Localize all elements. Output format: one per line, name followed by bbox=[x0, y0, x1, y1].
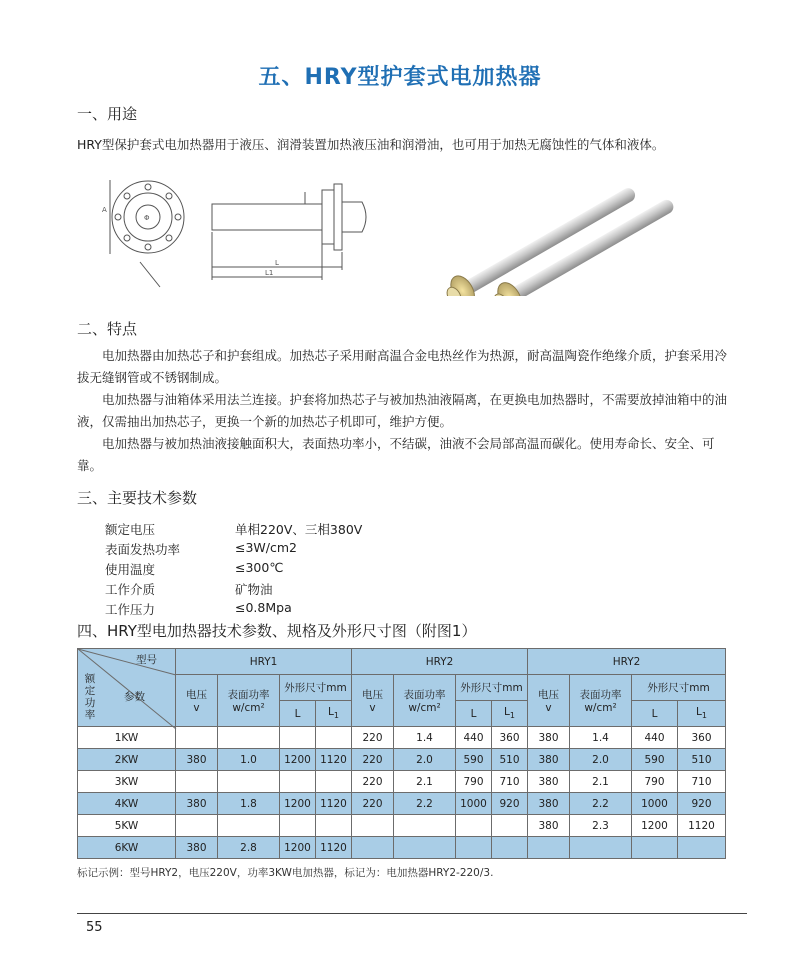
table-cell: 920 bbox=[492, 793, 528, 815]
spec-row bbox=[105, 540, 362, 560]
table-cell bbox=[176, 727, 218, 749]
header-L1-label: L bbox=[328, 706, 334, 719]
table-cell: 2.1 bbox=[394, 771, 456, 793]
corner-label-param: 参数 bbox=[124, 691, 145, 703]
features-paragraph-3: 电加热器与被加热油液接触面积大，表面热功率小，不结碳，油液不会局部高温而碳化。使用寿命长、安全、可靠。 bbox=[77, 436, 715, 473]
spec-key: 工作压力 bbox=[105, 602, 156, 617]
table-cell bbox=[316, 771, 352, 793]
header-power-unit: w/cm² bbox=[232, 702, 265, 714]
table-cell: 220 bbox=[352, 771, 394, 793]
table-cell: 380 bbox=[528, 771, 570, 793]
usage-paragraph bbox=[77, 134, 727, 156]
header-L: L bbox=[280, 701, 316, 727]
spec-row bbox=[105, 560, 362, 580]
table-cell: 440 bbox=[632, 727, 678, 749]
spec-value: ≤300℃ bbox=[235, 560, 284, 575]
spec-row bbox=[105, 580, 362, 600]
table-cell bbox=[492, 815, 528, 837]
spec-value: ≤0.8Mpa bbox=[235, 600, 292, 615]
header-power-unit: w/cm² bbox=[584, 702, 617, 714]
table-cell bbox=[456, 837, 492, 859]
header-dim: 外形尺寸mm bbox=[280, 675, 352, 701]
header-power-label: 表面功率 bbox=[227, 689, 270, 701]
header-dim: 外形尺寸mm bbox=[632, 675, 726, 701]
header-voltage-unit: v bbox=[369, 702, 376, 714]
cell-power: 5KW bbox=[78, 815, 176, 837]
table-row bbox=[78, 837, 726, 859]
table-row bbox=[78, 815, 726, 837]
table-cell: 2.8 bbox=[218, 837, 280, 859]
table-cell: 2.0 bbox=[570, 749, 632, 771]
table-cell: 510 bbox=[678, 749, 726, 771]
table-cell: 790 bbox=[632, 771, 678, 793]
table-cell bbox=[316, 727, 352, 749]
cell-power: 6KW bbox=[78, 837, 176, 859]
drawing-label-a: A bbox=[102, 206, 107, 214]
table-cell: 2.2 bbox=[394, 793, 456, 815]
table-cell: 1120 bbox=[316, 793, 352, 815]
table-cell: 380 bbox=[528, 815, 570, 837]
table-cell bbox=[176, 815, 218, 837]
header-L1-label: L bbox=[504, 706, 510, 719]
features-paragraph-2: 电加热器与油箱体采用法兰连接。护套将加热芯子与被加热油液隔离，在更换电加热器时，不需要放掉油箱中的油液，仅需抽出加热芯子，更换一个新的加热芯子机即可，维护方便。 bbox=[77, 392, 728, 429]
section-heading-parameters: 三、主要技术参数 bbox=[77, 489, 198, 507]
spec-key: 表面发热功率 bbox=[105, 542, 181, 557]
table-cell: 380 bbox=[176, 837, 218, 859]
cell-power: 3KW bbox=[78, 771, 176, 793]
spec-table-body bbox=[78, 727, 726, 859]
table-cell bbox=[280, 727, 316, 749]
table-cell: 1200 bbox=[280, 837, 316, 859]
table-cell: 2.1 bbox=[570, 771, 632, 793]
spec-value: ≤3W/cm2 bbox=[235, 540, 297, 555]
page-title: 五、HRY型护套式电加热器 bbox=[258, 65, 542, 90]
features-paragraphs bbox=[77, 345, 727, 477]
spec-value: 单相220V、三相380V bbox=[235, 522, 363, 537]
header-dim: 外形尺寸mm bbox=[456, 675, 528, 701]
table-cell bbox=[528, 837, 570, 859]
table-cell: 2.2 bbox=[570, 793, 632, 815]
section-heading-table: 四、HRY型电加热器技术参数、规格及外形尺寸图（附图1） bbox=[77, 622, 477, 640]
header-model-1: HRY1 bbox=[176, 649, 352, 675]
table-cell bbox=[176, 771, 218, 793]
spec-key: 额定电压 bbox=[105, 522, 156, 537]
table-cell: 220 bbox=[352, 727, 394, 749]
spec-key: 使用温度 bbox=[105, 562, 156, 577]
header-power-label: 表面功率 bbox=[579, 689, 622, 701]
table-cell bbox=[352, 837, 394, 859]
table-cell: 2.0 bbox=[394, 749, 456, 771]
usage-text: HRY型保护套式电加热器用于液压、润滑装置加热液压油和润滑油，也可用于加热无腐蚀性的气体和液体。 bbox=[77, 137, 665, 152]
header-model-3: HRY2 bbox=[528, 649, 726, 675]
spec-key: 工作介质 bbox=[105, 582, 156, 597]
table-cell: 1.4 bbox=[570, 727, 632, 749]
drawing-label-l1: L1 bbox=[265, 269, 274, 277]
table-cell: 380 bbox=[176, 793, 218, 815]
table-row bbox=[78, 793, 726, 815]
table-row bbox=[78, 727, 726, 749]
table-cell bbox=[570, 837, 632, 859]
table-cell bbox=[394, 815, 456, 837]
header-L1 bbox=[492, 701, 528, 727]
table-cell bbox=[394, 837, 456, 859]
table-cell bbox=[678, 837, 726, 859]
drawing-label-phi: Φ bbox=[144, 214, 150, 222]
table-cell: 220 bbox=[352, 749, 394, 771]
section-heading-usage: 一、用途 bbox=[77, 105, 138, 123]
table-cell bbox=[352, 815, 394, 837]
table-cell: 710 bbox=[678, 771, 726, 793]
table-cell: 1200 bbox=[632, 815, 678, 837]
page-number: 55 bbox=[86, 920, 103, 935]
table-cell: 1120 bbox=[316, 749, 352, 771]
table-cell: 380 bbox=[176, 749, 218, 771]
table-cell: 1200 bbox=[280, 793, 316, 815]
table-cell: 710 bbox=[492, 771, 528, 793]
header-power bbox=[570, 675, 632, 727]
table-cell: 440 bbox=[456, 727, 492, 749]
header-power bbox=[218, 675, 280, 727]
header-L1-label: L bbox=[696, 706, 702, 719]
header-L1 bbox=[678, 701, 726, 727]
header-L: L bbox=[632, 701, 678, 727]
marking-example-note: 标记示例：型号HRY2，电压220V，功率3KW电加热器，标记为：电加热器HRY2-220/3. bbox=[77, 867, 494, 879]
table-cell: 920 bbox=[678, 793, 726, 815]
heater-rods-image bbox=[420, 176, 690, 296]
header-voltage-unit: v bbox=[545, 702, 552, 714]
section-heading-features: 二、特点 bbox=[77, 320, 138, 338]
header-voltage-label: 电压 bbox=[362, 689, 383, 701]
table-cell bbox=[218, 771, 280, 793]
cell-power: 4KW bbox=[78, 793, 176, 815]
spec-list bbox=[105, 520, 362, 620]
table-cell: 1120 bbox=[678, 815, 726, 837]
header-voltage-label: 电压 bbox=[186, 689, 207, 701]
table-cell: 590 bbox=[456, 749, 492, 771]
spec-row bbox=[105, 600, 362, 620]
table-cell bbox=[316, 815, 352, 837]
table-cell bbox=[218, 727, 280, 749]
table-cell: 510 bbox=[492, 749, 528, 771]
table-cell bbox=[280, 771, 316, 793]
cell-power: 1KW bbox=[78, 727, 176, 749]
table-cell bbox=[492, 837, 528, 859]
table-cell bbox=[632, 837, 678, 859]
corner-label-power: 额定功率 bbox=[84, 673, 96, 721]
table-cell: 1.0 bbox=[218, 749, 280, 771]
header-voltage bbox=[176, 675, 218, 727]
cell-power: 2KW bbox=[78, 749, 176, 771]
header-power-label: 表面功率 bbox=[403, 689, 446, 701]
header-power-unit: w/cm² bbox=[408, 702, 441, 714]
header-L1 bbox=[316, 701, 352, 727]
drawing-label-l: L bbox=[275, 259, 279, 267]
corner-label-model: 型号 bbox=[136, 654, 157, 666]
table-cell: 1000 bbox=[632, 793, 678, 815]
table-cell: 380 bbox=[528, 749, 570, 771]
table-row bbox=[78, 749, 726, 771]
header-L: L bbox=[456, 701, 492, 727]
table-cell: 2.3 bbox=[570, 815, 632, 837]
header-voltage bbox=[352, 675, 394, 727]
header-power bbox=[394, 675, 456, 727]
header-L1-sub: 1 bbox=[701, 711, 707, 721]
table-cell: 380 bbox=[528, 727, 570, 749]
spec-value: 矿物油 bbox=[235, 582, 273, 597]
table-cell: 1200 bbox=[280, 749, 316, 771]
footer-rule bbox=[77, 913, 747, 914]
header-voltage-unit: v bbox=[193, 702, 200, 714]
table-cell bbox=[218, 815, 280, 837]
spec-table bbox=[77, 648, 726, 859]
table-cell bbox=[280, 815, 316, 837]
table-cell: 380 bbox=[528, 793, 570, 815]
header-voltage bbox=[528, 675, 570, 727]
header-L1-sub: 1 bbox=[333, 711, 339, 721]
table-cell: 1000 bbox=[456, 793, 492, 815]
table-cell: 590 bbox=[632, 749, 678, 771]
spec-row bbox=[105, 520, 362, 540]
table-corner-cell bbox=[78, 649, 176, 727]
table-row bbox=[78, 771, 726, 793]
dimension-drawing bbox=[100, 172, 400, 292]
table-cell: 360 bbox=[492, 727, 528, 749]
header-voltage-label: 电压 bbox=[538, 689, 559, 701]
table-cell: 220 bbox=[352, 793, 394, 815]
table-cell: 1120 bbox=[316, 837, 352, 859]
header-model-2: HRY2 bbox=[352, 649, 528, 675]
table-cell: 790 bbox=[456, 771, 492, 793]
table-cell: 360 bbox=[678, 727, 726, 749]
table-cell: 1.8 bbox=[218, 793, 280, 815]
table-cell: 1.4 bbox=[394, 727, 456, 749]
header-L1-sub: 1 bbox=[509, 711, 515, 721]
table-cell bbox=[456, 815, 492, 837]
features-paragraph-1: 电加热器由加热芯子和护套组成。加热芯子采用耐高温合金电热丝作为热源，耐高温陶瓷作绝缘介质，护套采用冷拔无缝钢管或不锈钢制成。 bbox=[77, 348, 728, 385]
